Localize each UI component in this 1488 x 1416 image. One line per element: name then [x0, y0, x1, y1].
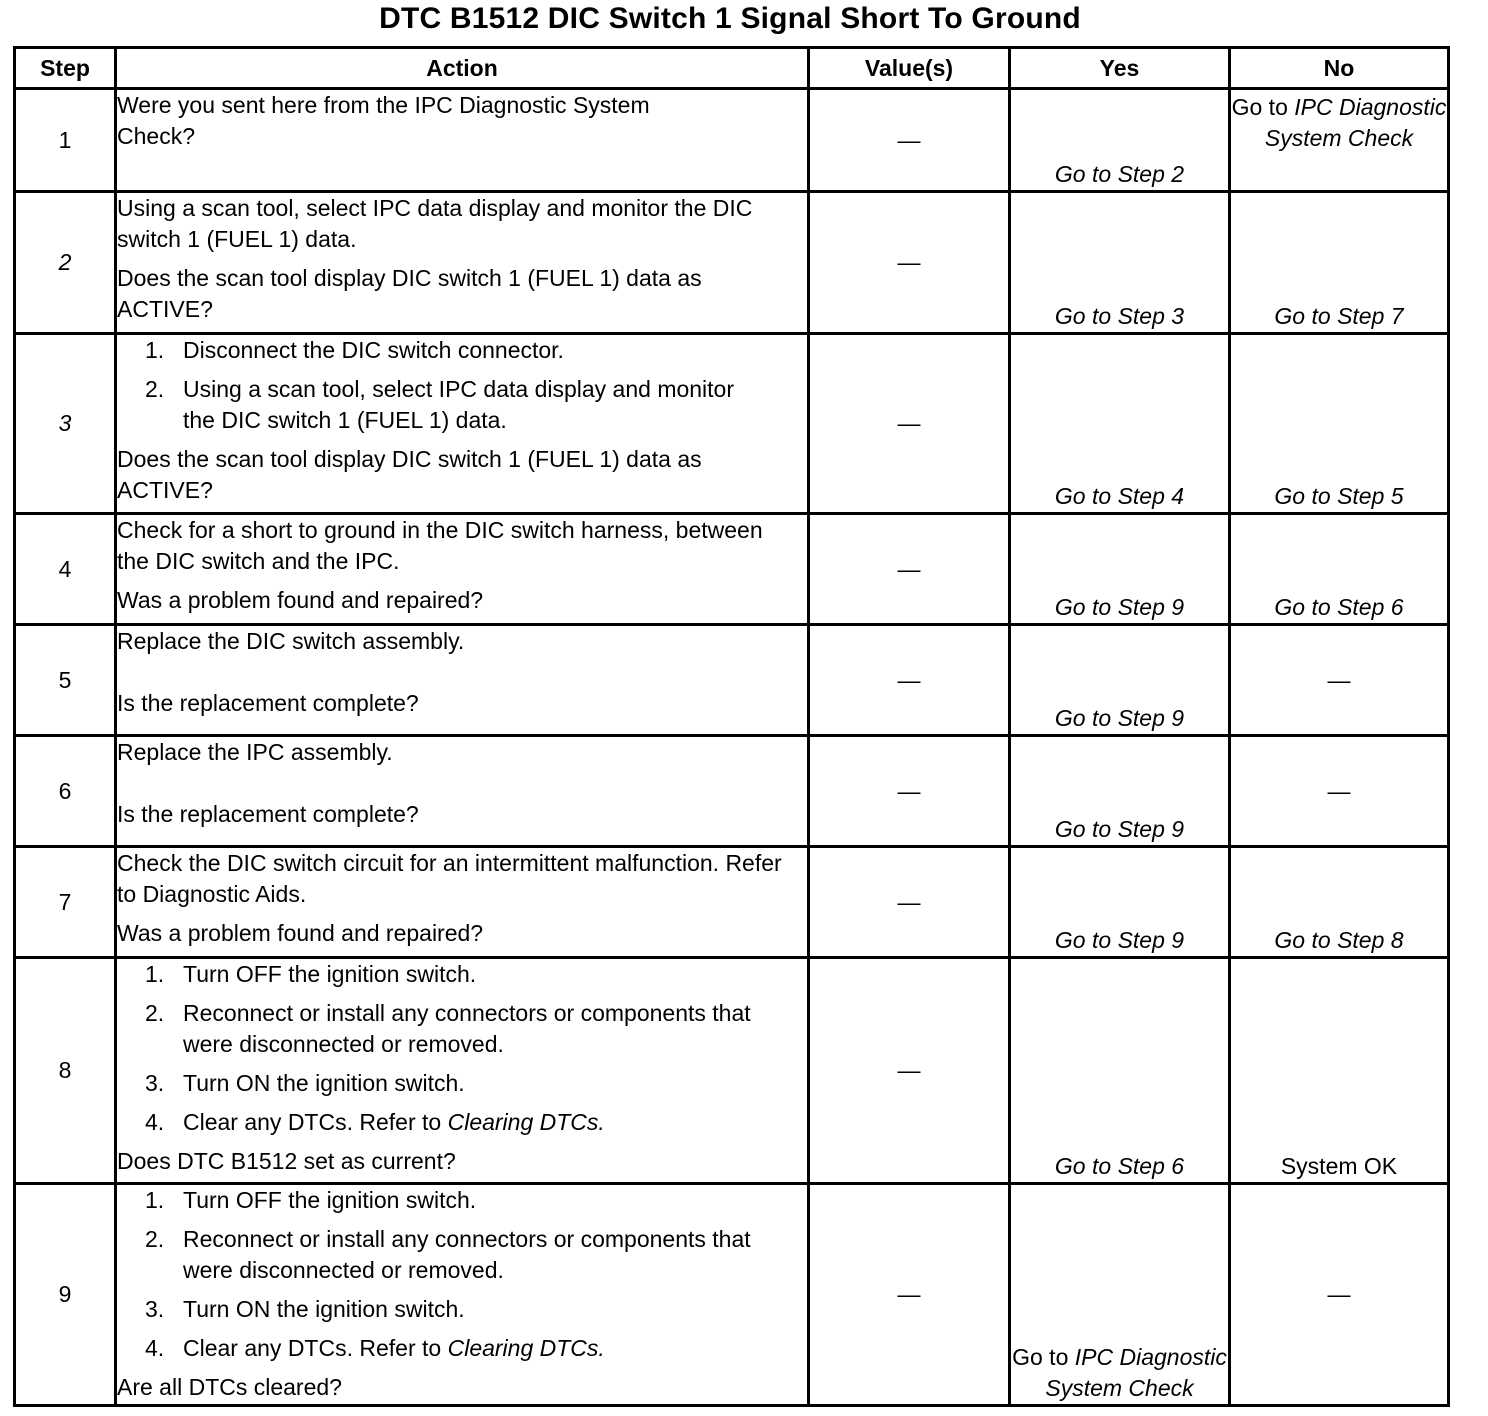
value-cell: —: [809, 192, 1010, 334]
yes-link[interactable]: Go to Step 4: [1054, 483, 1185, 509]
header-step: Step: [15, 48, 116, 89]
action-cell: [116, 958, 809, 1184]
value-cell: —: [809, 847, 1010, 958]
action-cell: [116, 514, 809, 625]
no-cell: [1230, 334, 1449, 514]
value-cell: —: [809, 89, 1010, 192]
action-step: 3. Turn ON the ignition switch.: [145, 1296, 465, 1322]
action-text: Check for a short to ground in the DIC switch harness, between the DIC switch and the IPC.: [117, 517, 763, 574]
yes-prefix: Go to: [1012, 1344, 1069, 1370]
value-cell: —: [809, 736, 1010, 847]
yes-cell: [1010, 1184, 1230, 1406]
action-cell: [116, 192, 809, 334]
value-cell: —: [809, 334, 1010, 514]
action-step: 3. Turn ON the ignition switch.: [145, 1070, 465, 1096]
action-step: 1. Turn OFF the ignition switch.: [145, 1187, 477, 1213]
no-cell: [1230, 514, 1449, 625]
step-number: 1: [15, 89, 116, 192]
no-link[interactable]: IPC Diagnostic System Check: [1264, 94, 1447, 151]
action-cell: [116, 334, 809, 514]
action-cell: [116, 625, 809, 736]
yes-link[interactable]: Go to Step 9: [1054, 594, 1185, 620]
action-step: 4. Clear any DTCs. Refer to Clearing DTCs.: [145, 1109, 605, 1135]
action-question: Are all DTCs cleared?: [117, 1374, 342, 1400]
action-question: Does DTC B1512 set as current?: [117, 1148, 456, 1174]
action-cell: [116, 847, 809, 958]
action-cell: [116, 1184, 809, 1406]
table-row: [15, 514, 1449, 625]
no-link[interactable]: Go to Step 6: [1274, 594, 1404, 620]
table-row: [15, 1184, 1449, 1406]
value-cell: —: [809, 1184, 1010, 1406]
yes-cell: [1010, 192, 1230, 334]
action-text: Replace the DIC switch assembly.: [117, 628, 465, 654]
yes-cell: [1010, 736, 1230, 847]
table-row: [15, 736, 1449, 847]
no-cell: System OK: [1230, 958, 1449, 1184]
action-question: Is the replacement complete?: [117, 690, 419, 716]
yes-cell: [1010, 625, 1230, 736]
action-steps: [117, 959, 807, 1138]
action-step: 2. Reconnect or install any connectors or components that were disconnected or removed.: [145, 1000, 751, 1057]
action-cell: [116, 89, 809, 192]
no-link[interactable]: Go to Step 8: [1274, 927, 1404, 953]
step-number: 9: [15, 1184, 116, 1406]
yes-cell: [1010, 847, 1230, 958]
value-cell: —: [809, 958, 1010, 1184]
step-number: 4: [15, 514, 116, 625]
yes-link[interactable]: Go to Step 2: [1054, 161, 1185, 187]
yes-link[interactable]: Go to Step 6: [1054, 1153, 1185, 1179]
no-cell: —: [1230, 625, 1449, 736]
yes-cell: [1010, 514, 1230, 625]
no-link[interactable]: Go to Step 5: [1274, 483, 1404, 509]
header-no: No: [1230, 48, 1449, 89]
action-step: 2. Using a scan tool, select IPC data display and monitor the DIC switch 1 (FUEL 1) data.: [145, 376, 735, 433]
no-cell: —: [1230, 736, 1449, 847]
table-row: [15, 192, 1449, 334]
step-number: 8: [15, 958, 116, 1184]
no-cell: [1230, 847, 1449, 958]
table-row: [15, 89, 1449, 192]
table-row: [15, 847, 1449, 958]
action-text: Check the DIC switch circuit for an intermittent malfunction. Refer to Diagnostic Aids.: [117, 850, 782, 907]
yes-cell: [1010, 89, 1230, 192]
table-row: [15, 958, 1449, 1184]
yes-link[interactable]: Go to Step 3: [1054, 303, 1185, 329]
action-question: Was a problem found and repaired?: [117, 587, 484, 613]
yes-link[interactable]: Go to Step 9: [1054, 705, 1185, 731]
action-step: 2. Reconnect or install any connectors or components that were disconnected or removed.: [145, 1226, 751, 1283]
value-cell: —: [809, 514, 1010, 625]
action-question: Was a problem found and repaired?: [117, 920, 484, 946]
action-text: Were you sent here from the IPC Diagnostic System Check?: [117, 92, 650, 149]
no-cell: [1230, 89, 1449, 192]
no-cell: —: [1230, 1184, 1449, 1406]
action-step: 1. Disconnect the DIC switch connector.: [145, 337, 564, 363]
step-number: 5: [15, 625, 116, 736]
header-action: Action: [116, 48, 809, 89]
action-question: Is the replacement complete?: [117, 801, 419, 827]
no-cell: [1230, 192, 1449, 334]
table-row: [15, 625, 1449, 736]
action-step: 1. Turn OFF the ignition switch.: [145, 961, 477, 987]
action-text: Replace the IPC assembly.: [117, 739, 393, 765]
yes-link[interactable]: Go to Step 9: [1054, 816, 1185, 842]
value-cell: —: [809, 625, 1010, 736]
clearing-dtcs-link[interactable]: Clearing DTCs.: [447, 1109, 605, 1135]
step-number: 2: [15, 192, 116, 334]
header-yes: Yes: [1010, 48, 1230, 89]
table-row: [15, 334, 1449, 514]
step-number: 3: [15, 334, 116, 514]
header-row: [15, 48, 1449, 89]
yes-cell: [1010, 334, 1230, 514]
step-number: 7: [15, 847, 116, 958]
step-number: 6: [15, 736, 116, 847]
action-step: 4. Clear any DTCs. Refer to Clearing DTCs.: [145, 1335, 605, 1361]
no-prefix: Go to: [1231, 94, 1288, 120]
yes-link[interactable]: Go to Step 9: [1054, 927, 1185, 953]
action-text: Using a scan tool, select IPC data display and monitor the DIC switch 1 (FUEL 1) data.: [117, 195, 753, 252]
diagnostic-table: [13, 46, 1450, 1407]
action-steps: [117, 335, 807, 436]
page-title: DTC B1512 DIC Switch 1 Signal Short To Ground: [379, 2, 1081, 35]
yes-cell: [1010, 958, 1230, 1184]
action-cell: [116, 736, 809, 847]
no-link[interactable]: Go to Step 7: [1274, 303, 1404, 329]
action-steps: [117, 1185, 807, 1364]
header-values: Value(s): [809, 48, 1010, 89]
action-question: Does the scan tool display DIC switch 1 (FUEL 1) data as ACTIVE?: [117, 265, 702, 322]
action-question: Does the scan tool display DIC switch 1 (FUEL 1) data as ACTIVE?: [117, 446, 702, 503]
clearing-dtcs-link[interactable]: Clearing DTCs.: [447, 1335, 605, 1361]
yes-link[interactable]: IPC Diagnostic System Check: [1045, 1344, 1227, 1401]
